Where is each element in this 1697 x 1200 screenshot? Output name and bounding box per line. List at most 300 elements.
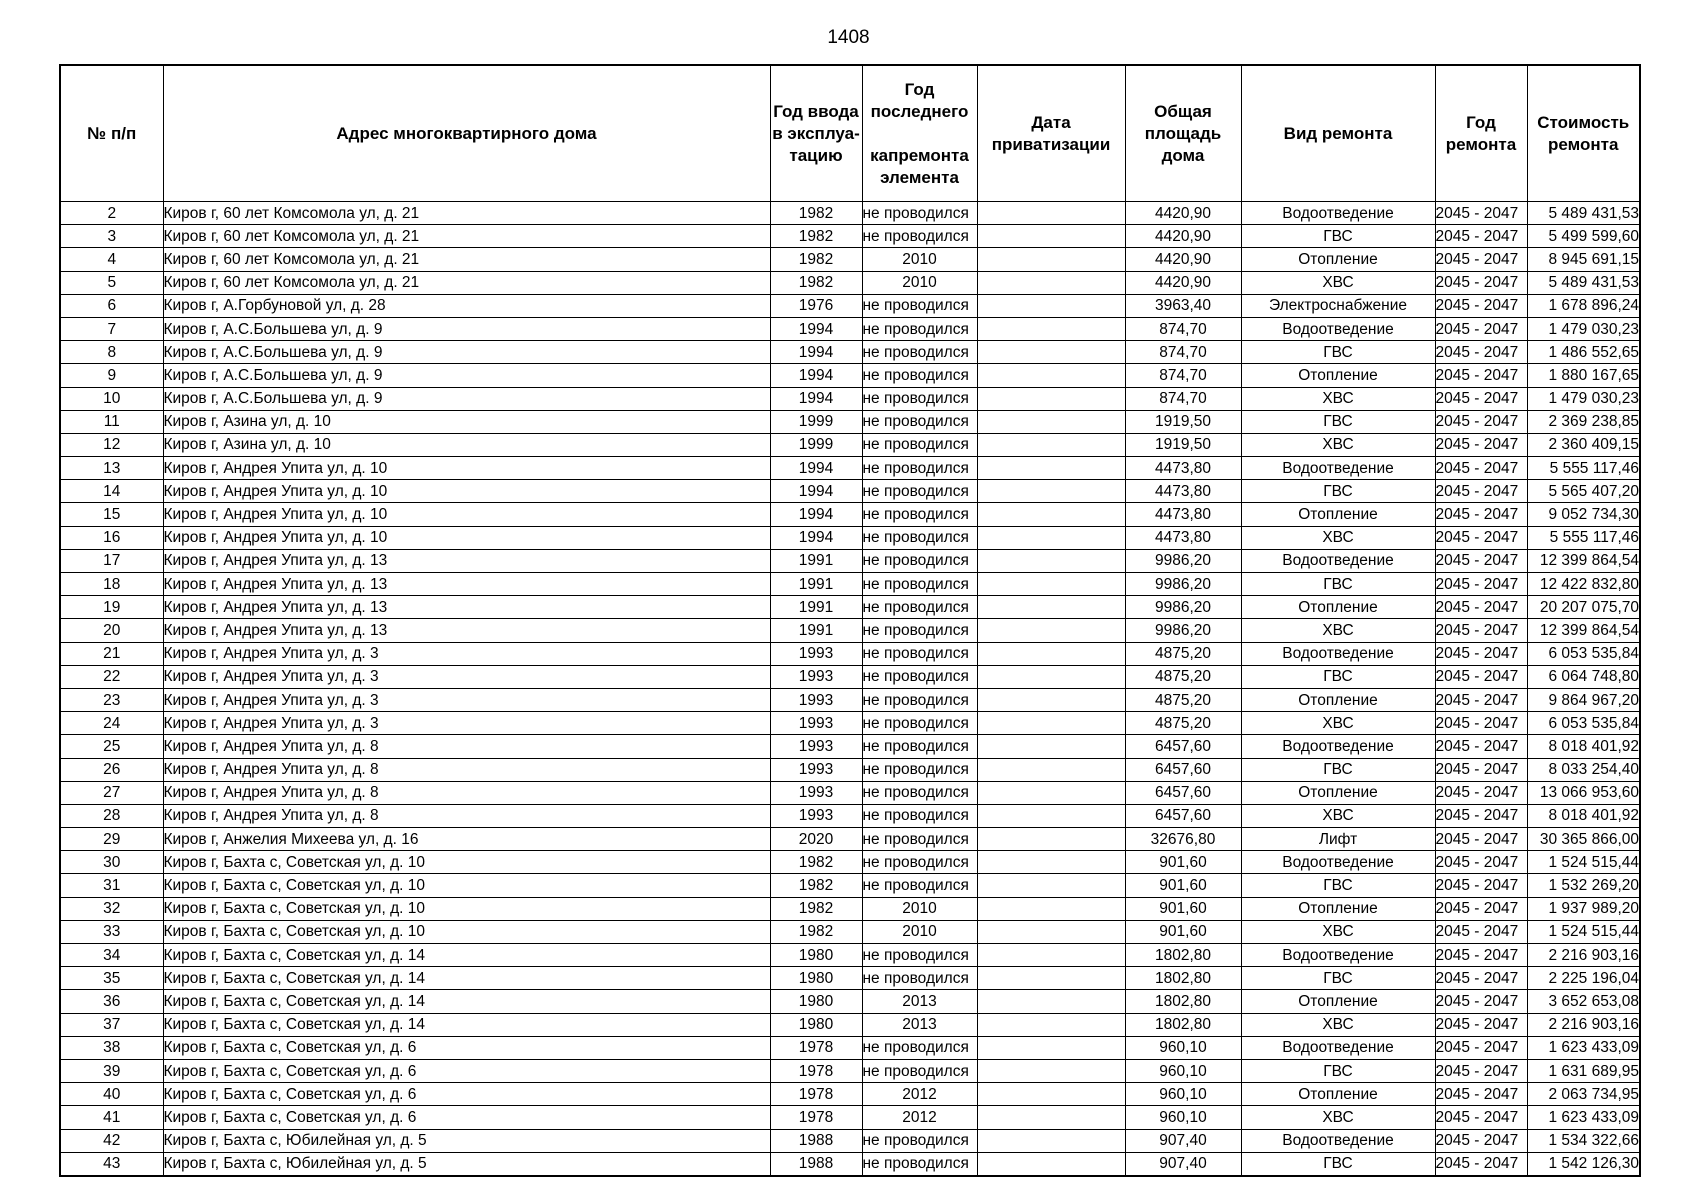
repair-kind-cell: ХВС — [1241, 1013, 1435, 1036]
last-repair-cell: не проводился — [862, 1059, 977, 1082]
table-row — [60, 410, 1640, 433]
last-repair-cell: не проводился — [862, 851, 977, 874]
address-cell: Киров г, 60 лет Комсомола ул, д. 21 — [163, 202, 770, 225]
last-repair-cell: не проводился — [862, 457, 977, 480]
cost-cell: 6 053 535,84 — [1527, 712, 1640, 735]
table-row — [60, 735, 1640, 758]
privatization-cell — [977, 688, 1125, 711]
last-repair-cell: не проводился — [862, 433, 977, 456]
cost-cell: 5 499 599,60 — [1527, 225, 1640, 248]
repair-kind-cell: ХВС — [1241, 271, 1435, 294]
area-cell: 874,70 — [1125, 364, 1241, 387]
row-number-cell: 16 — [60, 526, 163, 549]
cost-cell: 1 542 126,30 — [1527, 1152, 1640, 1176]
commission-year-cell: 1993 — [770, 642, 862, 665]
row-number-cell: 42 — [60, 1129, 163, 1152]
commission-year-cell: 1999 — [770, 410, 862, 433]
repair-kind-cell: ХВС — [1241, 1106, 1435, 1129]
row-number-cell: 5 — [60, 271, 163, 294]
area-cell: 4420,90 — [1125, 248, 1241, 271]
address-cell: Киров г, Бахта с, Юбилейная ул, д. 5 — [163, 1129, 770, 1152]
header-repair-year: Год ремонта — [1435, 65, 1527, 202]
row-number-cell: 7 — [60, 317, 163, 340]
row-number-cell: 31 — [60, 874, 163, 897]
cost-cell: 8 945 691,15 — [1527, 248, 1640, 271]
repair-kind-cell: ГВС — [1241, 967, 1435, 990]
last-repair-cell: не проводился — [862, 804, 977, 827]
last-repair-cell: не проводился — [862, 758, 977, 781]
last-repair-cell: 2010 — [862, 248, 977, 271]
commission-year-cell: 1978 — [770, 1036, 862, 1059]
repair-year-cell: 2045 - 2047 — [1435, 480, 1527, 503]
address-cell: Киров г, Бахта с, Советская ул, д. 6 — [163, 1106, 770, 1129]
repair-registry-table — [59, 64, 1641, 1177]
cost-cell: 1 623 433,09 — [1527, 1106, 1640, 1129]
row-number-cell: 30 — [60, 851, 163, 874]
area-cell: 1802,80 — [1125, 967, 1241, 990]
cost-cell: 5 489 431,53 — [1527, 271, 1640, 294]
repair-year-cell: 2045 - 2047 — [1435, 642, 1527, 665]
repair-kind-cell: Отопление — [1241, 1083, 1435, 1106]
commission-year-cell: 2020 — [770, 828, 862, 851]
privatization-cell — [977, 248, 1125, 271]
table-row — [60, 317, 1640, 340]
area-cell: 907,40 — [1125, 1152, 1241, 1176]
row-number-cell: 12 — [60, 433, 163, 456]
area-cell: 4473,80 — [1125, 480, 1241, 503]
row-number-cell: 39 — [60, 1059, 163, 1082]
commission-year-cell: 1994 — [770, 457, 862, 480]
repair-kind-cell: ГВС — [1241, 573, 1435, 596]
last-repair-cell: не проводился — [862, 480, 977, 503]
cost-cell: 5 555 117,46 — [1527, 526, 1640, 549]
last-repair-cell: не проводился — [862, 1152, 977, 1176]
repair-year-cell: 2045 - 2047 — [1435, 851, 1527, 874]
address-cell: Киров г, Андрея Упита ул, д. 13 — [163, 549, 770, 572]
table-row — [60, 874, 1640, 897]
last-repair-cell: не проводился — [862, 874, 977, 897]
header-last-repair-line1: Год последнего — [870, 79, 969, 121]
privatization-cell — [977, 1083, 1125, 1106]
address-cell: Киров г, Бахта с, Советская ул, д. 6 — [163, 1083, 770, 1106]
privatization-cell — [977, 225, 1125, 248]
address-cell: Киров г, Андрея Упита ул, д. 8 — [163, 758, 770, 781]
address-cell: Киров г, Бахта с, Советская ул, д. 6 — [163, 1036, 770, 1059]
privatization-cell — [977, 526, 1125, 549]
row-number-cell: 9 — [60, 364, 163, 387]
privatization-cell — [977, 341, 1125, 364]
privatization-cell — [977, 271, 1125, 294]
address-cell: Киров г, А.С.Большева ул, д. 9 — [163, 317, 770, 340]
table-body — [60, 202, 1640, 1176]
repair-year-cell: 2045 - 2047 — [1435, 990, 1527, 1013]
repair-kind-cell: Отопление — [1241, 688, 1435, 711]
row-number-cell: 15 — [60, 503, 163, 526]
table-row — [60, 433, 1640, 456]
area-cell: 901,60 — [1125, 920, 1241, 943]
table-row — [60, 387, 1640, 410]
repair-year-cell: 2045 - 2047 — [1435, 271, 1527, 294]
address-cell: Киров г, Андрея Упита ул, д. 10 — [163, 526, 770, 549]
commission-year-cell: 1982 — [770, 225, 862, 248]
area-cell: 960,10 — [1125, 1036, 1241, 1059]
privatization-cell — [977, 1152, 1125, 1176]
last-repair-cell: не проводился — [862, 1036, 977, 1059]
cost-cell: 2 216 903,16 — [1527, 1013, 1640, 1036]
cost-cell: 12 422 832,80 — [1527, 573, 1640, 596]
commission-year-cell: 1980 — [770, 1013, 862, 1036]
area-cell: 1802,80 — [1125, 990, 1241, 1013]
last-repair-cell: не проводился — [862, 735, 977, 758]
cost-cell: 2 225 196,04 — [1527, 967, 1640, 990]
last-repair-cell: не проводился — [862, 665, 977, 688]
repair-kind-cell: Отопление — [1241, 248, 1435, 271]
last-repair-cell: 2010 — [862, 271, 977, 294]
repair-kind-cell: ГВС — [1241, 874, 1435, 897]
last-repair-cell: 2012 — [862, 1083, 977, 1106]
cost-cell: 3 652 653,08 — [1527, 990, 1640, 1013]
area-cell: 960,10 — [1125, 1059, 1241, 1082]
commission-year-cell: 1982 — [770, 248, 862, 271]
commission-year-cell: 1982 — [770, 271, 862, 294]
table-row — [60, 225, 1640, 248]
repair-kind-cell: ГВС — [1241, 1059, 1435, 1082]
address-cell: Киров г, Андрея Упита ул, д. 3 — [163, 688, 770, 711]
repair-year-cell: 2045 - 2047 — [1435, 202, 1527, 225]
table-row — [60, 688, 1640, 711]
area-cell: 9986,20 — [1125, 596, 1241, 619]
last-repair-cell: не проводился — [862, 364, 977, 387]
commission-year-cell: 1978 — [770, 1059, 862, 1082]
repair-year-cell: 2045 - 2047 — [1435, 364, 1527, 387]
table-row — [60, 920, 1640, 943]
table-row — [60, 781, 1640, 804]
repair-kind-cell: Водоотведение — [1241, 1129, 1435, 1152]
last-repair-cell: не проводился — [862, 526, 977, 549]
last-repair-cell: не проводился — [862, 712, 977, 735]
address-cell: Киров г, А.С.Большева ул, д. 9 — [163, 341, 770, 364]
privatization-cell — [977, 596, 1125, 619]
repair-kind-cell: Отопление — [1241, 503, 1435, 526]
row-number-cell: 35 — [60, 967, 163, 990]
last-repair-cell: 2013 — [862, 1013, 977, 1036]
repair-year-cell: 2045 - 2047 — [1435, 596, 1527, 619]
address-cell: Киров г, А.С.Большева ул, д. 9 — [163, 364, 770, 387]
row-number-cell: 33 — [60, 920, 163, 943]
row-number-cell: 23 — [60, 688, 163, 711]
repair-year-cell: 2045 - 2047 — [1435, 294, 1527, 317]
header-last-repair — [862, 65, 977, 202]
commission-year-cell: 1994 — [770, 317, 862, 340]
area-cell: 4473,80 — [1125, 526, 1241, 549]
privatization-cell — [977, 619, 1125, 642]
area-cell: 907,40 — [1125, 1129, 1241, 1152]
row-number-cell: 37 — [60, 1013, 163, 1036]
commission-year-cell: 1980 — [770, 944, 862, 967]
privatization-cell — [977, 920, 1125, 943]
cost-cell: 2 369 238,85 — [1527, 410, 1640, 433]
repair-year-cell: 2045 - 2047 — [1435, 897, 1527, 920]
cost-cell: 1 534 322,66 — [1527, 1129, 1640, 1152]
area-cell: 6457,60 — [1125, 804, 1241, 827]
address-cell: Киров г, Андрея Упита ул, д. 13 — [163, 573, 770, 596]
privatization-cell — [977, 712, 1125, 735]
table-row — [60, 758, 1640, 781]
row-number-cell: 20 — [60, 619, 163, 642]
area-cell: 874,70 — [1125, 341, 1241, 364]
table-row — [60, 712, 1640, 735]
cost-cell: 8 033 254,40 — [1527, 758, 1640, 781]
repair-kind-cell: ХВС — [1241, 433, 1435, 456]
privatization-cell — [977, 294, 1125, 317]
cost-cell: 12 399 864,54 — [1527, 619, 1640, 642]
address-cell: Киров г, Андрея Упита ул, д. 8 — [163, 735, 770, 758]
address-cell: Киров г, Бахта с, Советская ул, д. 14 — [163, 967, 770, 990]
privatization-cell — [977, 1059, 1125, 1082]
table-row — [60, 1083, 1640, 1106]
area-cell: 9986,20 — [1125, 573, 1241, 596]
area-cell: 874,70 — [1125, 317, 1241, 340]
cost-cell: 12 399 864,54 — [1527, 549, 1640, 572]
address-cell: Киров г, Бахта с, Советская ул, д. 10 — [163, 920, 770, 943]
repair-kind-cell: Водоотведение — [1241, 549, 1435, 572]
address-cell: Киров г, Андрея Упита ул, д. 13 — [163, 596, 770, 619]
cost-cell: 1 937 989,20 — [1527, 897, 1640, 920]
repair-kind-cell: Отопление — [1241, 990, 1435, 1013]
repair-kind-cell: Водоотведение — [1241, 642, 1435, 665]
privatization-cell — [977, 828, 1125, 851]
row-number-cell: 14 — [60, 480, 163, 503]
commission-year-cell: 1982 — [770, 202, 862, 225]
commission-year-cell: 1982 — [770, 851, 862, 874]
repair-kind-cell: ХВС — [1241, 712, 1435, 735]
cost-cell: 1 631 689,95 — [1527, 1059, 1640, 1082]
last-repair-cell: не проводился — [862, 317, 977, 340]
row-number-cell: 36 — [60, 990, 163, 1013]
cost-cell: 1 880 167,65 — [1527, 364, 1640, 387]
repair-year-cell: 2045 - 2047 — [1435, 1083, 1527, 1106]
cost-cell: 6 053 535,84 — [1527, 642, 1640, 665]
address-cell: Киров г, Андрея Упита ул, д. 13 — [163, 619, 770, 642]
address-cell: Киров г, Андрея Упита ул, д. 8 — [163, 781, 770, 804]
repair-year-cell: 2045 - 2047 — [1435, 758, 1527, 781]
repair-kind-cell: Водоотведение — [1241, 317, 1435, 340]
area-cell: 1919,50 — [1125, 410, 1241, 433]
commission-year-cell: 1982 — [770, 920, 862, 943]
table-row — [60, 1013, 1640, 1036]
row-number-cell: 17 — [60, 549, 163, 572]
table-row — [60, 549, 1640, 572]
row-number-cell: 34 — [60, 944, 163, 967]
privatization-cell — [977, 364, 1125, 387]
area-cell: 901,60 — [1125, 874, 1241, 897]
repair-kind-cell: ХВС — [1241, 619, 1435, 642]
row-number-cell: 32 — [60, 897, 163, 920]
table-row — [60, 294, 1640, 317]
page-number: 1408 — [827, 27, 870, 48]
cost-cell: 9 864 967,20 — [1527, 688, 1640, 711]
repair-kind-cell: Водоотведение — [1241, 944, 1435, 967]
header-last-repair-line2: капремонта элемента — [870, 145, 969, 187]
table-row — [60, 897, 1640, 920]
area-cell: 4420,90 — [1125, 225, 1241, 248]
area-cell: 960,10 — [1125, 1083, 1241, 1106]
repair-kind-cell: Водоотведение — [1241, 1036, 1435, 1059]
repair-year-cell: 2045 - 2047 — [1435, 248, 1527, 271]
privatization-cell — [977, 804, 1125, 827]
last-repair-cell: не проводился — [862, 944, 977, 967]
cost-cell: 30 365 866,00 — [1527, 828, 1640, 851]
repair-year-cell: 2045 - 2047 — [1435, 712, 1527, 735]
commission-year-cell: 1994 — [770, 341, 862, 364]
privatization-cell — [977, 874, 1125, 897]
row-number-cell: 28 — [60, 804, 163, 827]
privatization-cell — [977, 665, 1125, 688]
area-cell: 32676,80 — [1125, 828, 1241, 851]
address-cell: Киров г, Андрея Упита ул, д. 3 — [163, 665, 770, 688]
repair-kind-cell: ХВС — [1241, 804, 1435, 827]
address-cell: Киров г, Азина ул, д. 10 — [163, 410, 770, 433]
table-row — [60, 944, 1640, 967]
cost-cell: 1 678 896,24 — [1527, 294, 1640, 317]
privatization-cell — [977, 758, 1125, 781]
repair-year-cell: 2045 - 2047 — [1435, 503, 1527, 526]
row-number-cell: 22 — [60, 665, 163, 688]
repair-kind-cell: Отопление — [1241, 897, 1435, 920]
table-row — [60, 804, 1640, 827]
privatization-cell — [977, 735, 1125, 758]
area-cell: 9986,20 — [1125, 549, 1241, 572]
row-number-cell: 38 — [60, 1036, 163, 1059]
repair-kind-cell: Водоотведение — [1241, 735, 1435, 758]
row-number-cell: 2 — [60, 202, 163, 225]
address-cell: Киров г, Андрея Упита ул, д. 10 — [163, 503, 770, 526]
cost-cell: 20 207 075,70 — [1527, 596, 1640, 619]
repair-kind-cell: Отопление — [1241, 596, 1435, 619]
header-cost: Стоимость ремонта — [1527, 65, 1640, 202]
table-row — [60, 526, 1640, 549]
repair-year-cell: 2045 - 2047 — [1435, 433, 1527, 456]
row-number-cell: 29 — [60, 828, 163, 851]
row-number-cell: 26 — [60, 758, 163, 781]
repair-year-cell: 2045 - 2047 — [1435, 665, 1527, 688]
table-row — [60, 1129, 1640, 1152]
row-number-cell: 27 — [60, 781, 163, 804]
last-repair-cell: не проводился — [862, 341, 977, 364]
address-cell: Киров г, Бахта с, Советская ул, д. 14 — [163, 944, 770, 967]
commission-year-cell: 1982 — [770, 897, 862, 920]
address-cell: Киров г, 60 лет Комсомола ул, д. 21 — [163, 271, 770, 294]
privatization-cell — [977, 433, 1125, 456]
repair-year-cell: 2045 - 2047 — [1435, 457, 1527, 480]
last-repair-cell: не проводился — [862, 410, 977, 433]
address-cell: Киров г, Бахта с, Советская ул, д. 10 — [163, 874, 770, 897]
commission-year-cell: 1993 — [770, 688, 862, 711]
table-header-row — [60, 65, 1640, 202]
cost-cell: 2 360 409,15 — [1527, 433, 1640, 456]
address-cell: Киров г, Бахта с, Советская ул, д. 14 — [163, 1013, 770, 1036]
last-repair-cell: не проводился — [862, 387, 977, 410]
privatization-cell — [977, 1013, 1125, 1036]
privatization-cell — [977, 1036, 1125, 1059]
commission-year-cell: 1991 — [770, 619, 862, 642]
repair-kind-cell: ГВС — [1241, 480, 1435, 503]
cost-cell: 2 216 903,16 — [1527, 944, 1640, 967]
row-number-cell: 24 — [60, 712, 163, 735]
repair-year-cell: 2045 - 2047 — [1435, 1129, 1527, 1152]
repair-year-cell: 2045 - 2047 — [1435, 735, 1527, 758]
repair-year-cell: 2045 - 2047 — [1435, 387, 1527, 410]
repair-year-cell: 2045 - 2047 — [1435, 410, 1527, 433]
area-cell: 4875,20 — [1125, 665, 1241, 688]
row-number-cell: 4 — [60, 248, 163, 271]
commission-year-cell: 1993 — [770, 735, 862, 758]
repair-year-cell: 2045 - 2047 — [1435, 317, 1527, 340]
address-cell: Киров г, 60 лет Комсомола ул, д. 21 — [163, 225, 770, 248]
privatization-cell — [977, 897, 1125, 920]
commission-year-cell: 1982 — [770, 874, 862, 897]
area-cell: 1802,80 — [1125, 944, 1241, 967]
repair-year-cell: 2045 - 2047 — [1435, 1106, 1527, 1129]
table-row — [60, 967, 1640, 990]
repair-kind-cell: ГВС — [1241, 341, 1435, 364]
repair-year-cell: 2045 - 2047 — [1435, 1036, 1527, 1059]
row-number-cell: 8 — [60, 341, 163, 364]
commission-year-cell: 1988 — [770, 1129, 862, 1152]
header-area: Общая площадь дома — [1125, 65, 1241, 202]
last-repair-cell: 2013 — [862, 990, 977, 1013]
area-cell: 4420,90 — [1125, 271, 1241, 294]
commission-year-cell: 1978 — [770, 1106, 862, 1129]
privatization-cell — [977, 781, 1125, 804]
table-row — [60, 1152, 1640, 1176]
area-cell: 4473,80 — [1125, 503, 1241, 526]
address-cell: Киров г, А.Горбуновой ул, д. 28 — [163, 294, 770, 317]
last-repair-cell: не проводился — [862, 596, 977, 619]
commission-year-cell: 1976 — [770, 294, 862, 317]
cost-cell: 8 018 401,92 — [1527, 804, 1640, 827]
table-row — [60, 364, 1640, 387]
last-repair-cell: не проводился — [862, 688, 977, 711]
last-repair-cell: не проводился — [862, 1129, 977, 1152]
table-row — [60, 596, 1640, 619]
address-cell: Киров г, Бахта с, Юбилейная ул, д. 5 — [163, 1152, 770, 1176]
table-row — [60, 503, 1640, 526]
repair-kind-cell: ГВС — [1241, 410, 1435, 433]
header-num: № п/п — [60, 65, 163, 202]
privatization-cell — [977, 1129, 1125, 1152]
area-cell: 4875,20 — [1125, 712, 1241, 735]
repair-year-cell: 2045 - 2047 — [1435, 1059, 1527, 1082]
cost-cell: 6 064 748,80 — [1527, 665, 1640, 688]
repair-year-cell: 2045 - 2047 — [1435, 874, 1527, 897]
repair-kind-cell: Электроснабжение — [1241, 294, 1435, 317]
repair-year-cell: 2045 - 2047 — [1435, 804, 1527, 827]
repair-kind-cell: ХВС — [1241, 526, 1435, 549]
last-repair-cell: не проводился — [862, 503, 977, 526]
row-number-cell: 25 — [60, 735, 163, 758]
repair-kind-cell: ГВС — [1241, 758, 1435, 781]
privatization-cell — [977, 851, 1125, 874]
repair-kind-cell: Лифт — [1241, 828, 1435, 851]
repair-year-cell: 2045 - 2047 — [1435, 944, 1527, 967]
cost-cell: 5 565 407,20 — [1527, 480, 1640, 503]
table-row — [60, 1059, 1640, 1082]
commission-year-cell: 1991 — [770, 549, 862, 572]
table-row — [60, 851, 1640, 874]
commission-year-cell: 1991 — [770, 573, 862, 596]
commission-year-cell: 1999 — [770, 433, 862, 456]
